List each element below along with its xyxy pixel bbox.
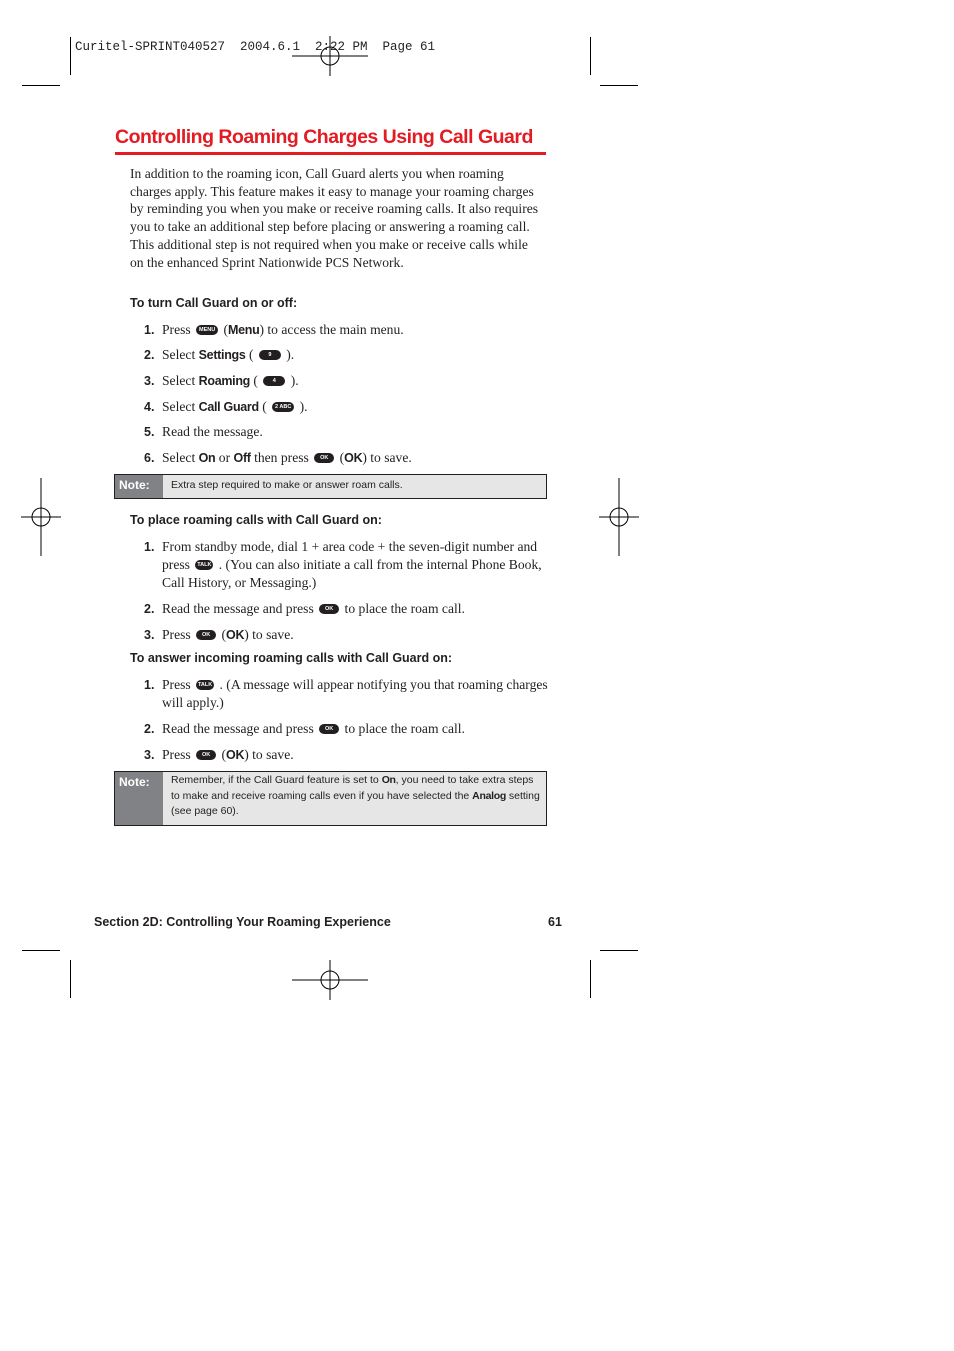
note-box-1 bbox=[114, 474, 547, 499]
ok-key-icon: OK bbox=[196, 750, 216, 760]
registration-mark-left bbox=[21, 478, 61, 556]
registration-mark-bottom bbox=[290, 960, 370, 1000]
talk-key-icon: TALK bbox=[197, 681, 213, 688]
step-number: 3. bbox=[144, 628, 155, 642]
footer-section-title: Section 2D: Controlling Your Roaming Experience bbox=[94, 915, 391, 929]
registration-mark-right bbox=[599, 478, 639, 556]
step-number: 2. bbox=[144, 602, 155, 616]
section-heading-place-calls: To place roaming calls with Call Guard on: bbox=[130, 513, 382, 527]
step-number: 2. bbox=[144, 722, 155, 736]
step-number: 1. bbox=[144, 540, 155, 554]
note-label: Note: bbox=[115, 475, 163, 498]
section-heading-answer-calls: To answer incoming roaming calls with Call Guard on: bbox=[130, 651, 453, 665]
step-number: 3. bbox=[144, 748, 155, 762]
ok-key-icon: OK bbox=[196, 630, 216, 640]
note-text: Extra step required to make or answer roam calls. bbox=[171, 479, 403, 491]
step-number: 6. bbox=[144, 451, 155, 465]
title-underline bbox=[115, 152, 546, 155]
note-label: Note: bbox=[115, 772, 163, 825]
step-number: 4. bbox=[144, 400, 155, 414]
ok-key-icon: OK bbox=[319, 724, 339, 734]
ok-key-icon: OK bbox=[314, 453, 334, 463]
step-number: 2. bbox=[144, 348, 155, 362]
ok-key-icon: OK bbox=[319, 604, 339, 614]
four-key-icon: 4 bbox=[263, 376, 285, 386]
note-box-2 bbox=[114, 771, 547, 826]
nine-key-icon: 9 bbox=[259, 350, 281, 360]
print-header: Curitel-SPRINT040527 2004.6.1 2:22 PM Page 61 bbox=[75, 40, 436, 54]
step-number: 3. bbox=[144, 374, 155, 388]
talk-key-icon: TALK bbox=[197, 561, 212, 568]
step-number: 1. bbox=[144, 323, 155, 337]
registration-mark-top bbox=[290, 36, 370, 76]
two-key-icon: 2 ABC bbox=[272, 402, 294, 412]
note-text: Remember, if the Call Guard feature is set to On, you need to take extra steps to make and receive roaming calls even if you have selected the Analog setting (see page 60). bbox=[171, 774, 540, 817]
step-number: 1. bbox=[144, 678, 155, 692]
intro-paragraph: In addition to the roaming icon, Call Guard alerts you when roaming charges apply. This feature makes it easy to manage your roaming charges by reminding you when you make or receive roaming calls. It also requires you to take an additional step before placing or answering a roaming call. This additional step is not required when you make or receive calls while on the enhanced Sprint Nationwide PCS Network. bbox=[130, 166, 539, 270]
footer-page-number: 61 bbox=[548, 915, 562, 929]
menu-key-icon: MENU bbox=[196, 325, 218, 335]
section-heading-turn-on-off: To turn Call Guard on or off: bbox=[130, 296, 298, 310]
page-title: Controlling Roaming Charges Using Call Guard bbox=[115, 126, 533, 148]
step-number: 5. bbox=[144, 425, 155, 439]
